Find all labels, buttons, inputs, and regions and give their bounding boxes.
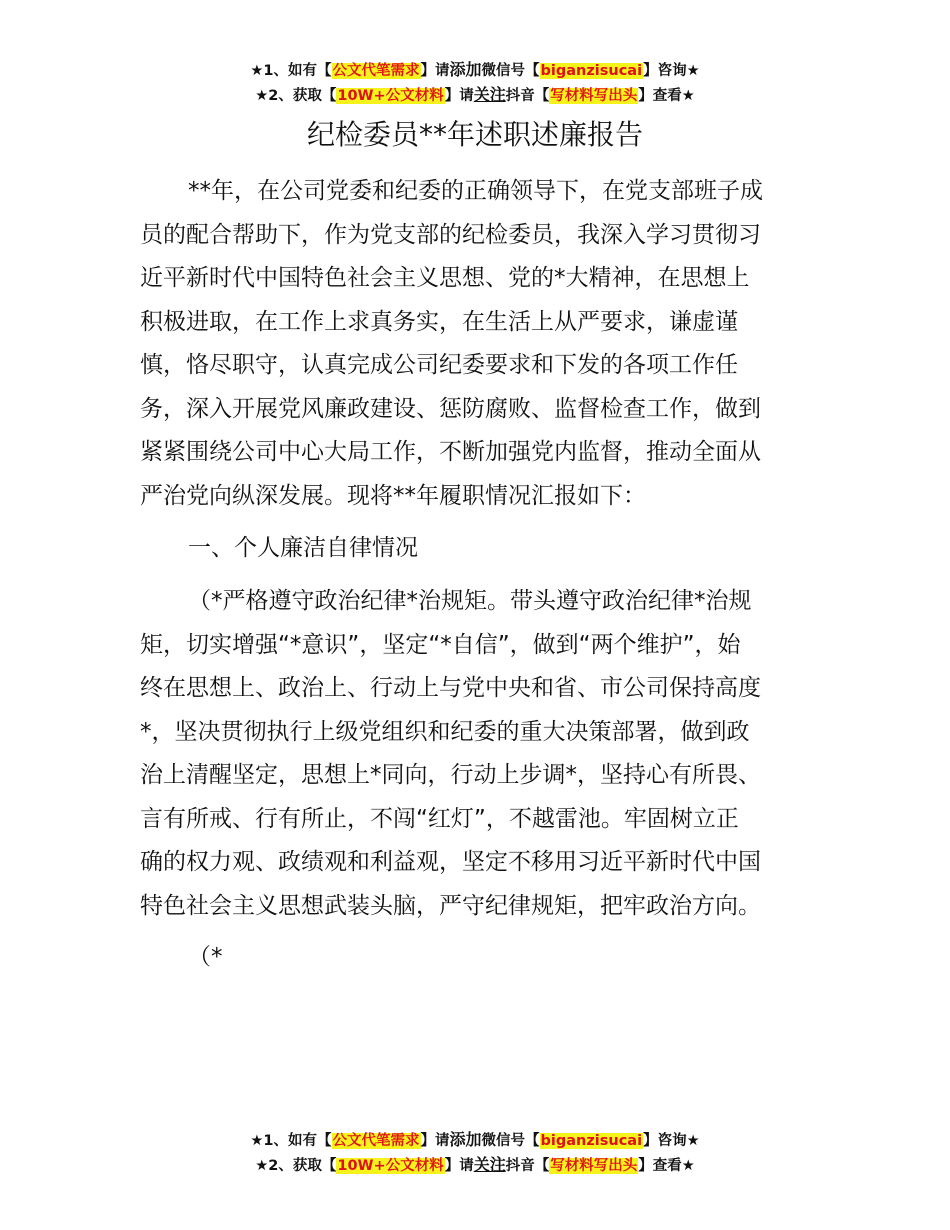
banner-line-1 xyxy=(0,1128,950,1153)
text-line: 近平新时代中国特色社会主义思想、党的*大精神，在思想上 xyxy=(140,265,750,291)
highlight-wechat-id: biganzisucai xyxy=(540,1133,643,1149)
text-line: 紧紧围绕公司中心大局工作，不断加强党内监督，推动全面从 xyxy=(140,439,761,465)
banner-text: 】查看★ xyxy=(638,1158,695,1174)
banner-emphasis: 关注 xyxy=(473,1155,506,1174)
banner-text: 微信号【 xyxy=(481,1133,540,1149)
document-title: 纪检委员**年述职述廉报告 xyxy=(306,118,643,151)
header-banner xyxy=(0,58,950,108)
highlight-materials: 10W+公文材料 xyxy=(337,88,444,104)
banner-text: ★1、如有【 xyxy=(250,1133,332,1149)
text-line: 务，深入开展党风廉政建设、惩防腐败、监督检查工作，做到 xyxy=(140,395,761,422)
section-heading xyxy=(140,527,812,571)
text-line: 终在思想上、政治上、行动上与党中央和省、市公司保持高度 xyxy=(140,675,761,701)
banner-line-2 xyxy=(0,1153,950,1178)
banner-emphasis: 添加 xyxy=(449,60,482,79)
text-line: 矩，切实增强“*意识”，坚定“*自信”，做到“两个维护”，始 xyxy=(140,631,741,658)
paragraph-intro xyxy=(140,170,812,518)
highlight-douyin-account: 写材料写出头 xyxy=(550,1158,638,1174)
banner-text: 】请 xyxy=(444,88,474,104)
banner-emphasis: 添加 xyxy=(449,1130,482,1149)
text-line: 积极进取，在工作上求真务实，在生活上从严要求，谦虚谨 xyxy=(140,308,738,335)
highlight-writing-service: 公文代笔需求 xyxy=(332,1133,420,1149)
banner-text: ★2、获取【 xyxy=(255,1158,337,1174)
banner-text: 】咨询★ xyxy=(643,63,700,79)
text-line: 治上清醒坚定，思想上*同向，行动上步调*，坚持心有所畏、 xyxy=(140,762,761,788)
paragraph-political-discipline xyxy=(140,580,812,928)
text-line: **年，在公司党委和纪委的正确领导下，在党支部班子成 xyxy=(188,178,763,204)
text-line: 员的配合帮助下，作为党支部的纪检委员，我深入学习贯彻习 xyxy=(140,221,761,248)
heading-text: 一、个人廉洁自律情况 xyxy=(188,535,418,561)
text-line: 慎，恪尽职守，认真完成公司纪委要求和下发的各项工作任 xyxy=(140,352,738,378)
text-line: *，坚决贯彻执行上级党组织和纪委的重大决策部署，做到政 xyxy=(140,718,750,745)
highlight-douyin-account: 写材料写出头 xyxy=(550,88,638,104)
banner-text: ★1、如有【 xyxy=(250,63,332,79)
banner-line-2 xyxy=(0,83,950,108)
paragraph-truncated xyxy=(140,936,812,980)
text-line: 言有所戒、行有所止，不闯“红灯”，不越雷池。牢固树立正 xyxy=(140,805,739,832)
text-line: 确的权力观、政绩观和利益观，坚定不移用习近平新时代中国 xyxy=(140,849,761,875)
banner-text: 抖音【 xyxy=(505,1158,550,1174)
banner-text: 】咨询★ xyxy=(643,1133,700,1149)
banner-text: 抖音【 xyxy=(505,88,550,104)
text-line: 特色社会主义思想武装头脑，严守纪律规矩，把牢政治方向。 xyxy=(140,892,761,919)
banner-text: 微信号【 xyxy=(481,63,540,79)
banner-line-1 xyxy=(0,58,950,83)
text-line: （*严格遵守政治纪律*治规矩。带头遵守政治纪律*治规 xyxy=(188,588,752,614)
footer-banner xyxy=(0,1128,950,1178)
banner-text: 】请 xyxy=(444,1158,474,1174)
banner-text: 】请 xyxy=(420,63,450,79)
highlight-materials: 10W+公文材料 xyxy=(337,1158,444,1174)
banner-text: 】请 xyxy=(420,1133,450,1149)
text-line: 严治党向纵深发展。现将**年履职情况汇报如下： xyxy=(140,482,646,509)
banner-text: 】查看★ xyxy=(638,88,695,104)
text-line: （* xyxy=(188,944,223,970)
highlight-wechat-id: biganzisucai xyxy=(540,63,643,79)
banner-emphasis: 关注 xyxy=(473,85,506,104)
highlight-writing-service: 公文代笔需求 xyxy=(332,63,420,79)
banner-text: ★2、获取【 xyxy=(255,88,337,104)
